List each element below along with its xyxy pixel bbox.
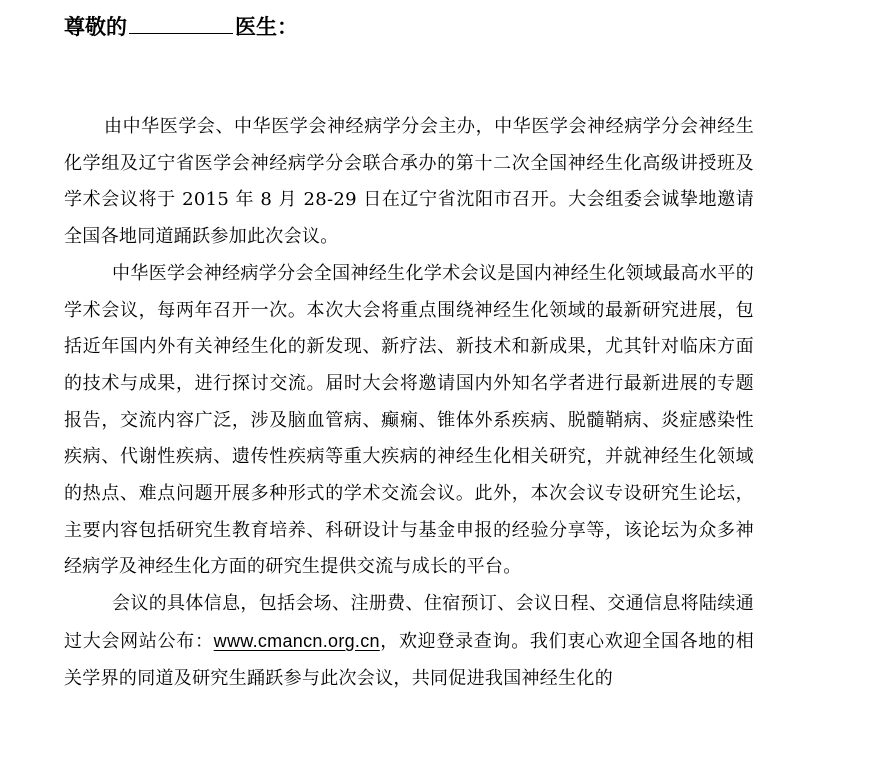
name-blank-line — [129, 13, 233, 34]
letter-body — [64, 109, 754, 697]
website-link[interactable]: www.cmancn.org.cn — [213, 630, 380, 651]
paragraph-info-text: 会议的具体信息，包括会场、注册费、住宿预订、会议日程、交通信息将陆续通过大会网站公布： — [64, 593, 754, 652]
paragraph-info-closing: ，欢迎登录查询。我们衷心欢迎全国各地的相关学界的同道及研究生踊跃参与此次会议，共同促进我国神经生化的 — [64, 630, 754, 689]
salutation — [64, 12, 298, 42]
salutation-suffix: 医生： — [235, 15, 298, 39]
salutation-prefix: 尊敬的 — [64, 15, 127, 39]
paragraph-info — [64, 586, 754, 697]
paragraph-conference-details: 中华医学会神经病学分会全国神经生化学术会议是国内神经生化领域最高水平的学术会议，每两年召开一次。本次大会将重点围绕神经生化领域的最新研究进展，包括近年国内外有关神经生化的新发现、新疗法、新技术和新成果，尤其针对临床方面的技术与成果，进行探讨交流。届时大会将邀请国内外知名学者进行最新进展的专题报告，交流内容广泛，涉及脑血管病、癫痫、锥体外系疾病、脱髓鞘病、炎症感染性疾病、代谢性疾病、遗传性疾病等重大疾病的神经生化相关研究，并就神经生化领域的热点、难点问题开展多种形式的学术交流会议。此外，本次会议专设研究生论坛，主要内容包括研究生教育培养、科研设计与基金申报的经验分享等，该论坛为众多神经病学及神经生化方面的研究生提供交流与成长的平台。 — [64, 262, 754, 578]
paragraph-intro: 由中华医学会、中华医学会神经病学分会主办，中华医学会神经病学分会神经生化学组及辽宁省医学会神经病学分会联合承办的第十二次全国神经生化高级讲授班及学术会议将于 2015 年 8 月 28-29 日在辽宁省沈阳市召开。大会组委会诚挚地邀请全国各地同道踊跃参加此次会议。 — [64, 116, 754, 248]
